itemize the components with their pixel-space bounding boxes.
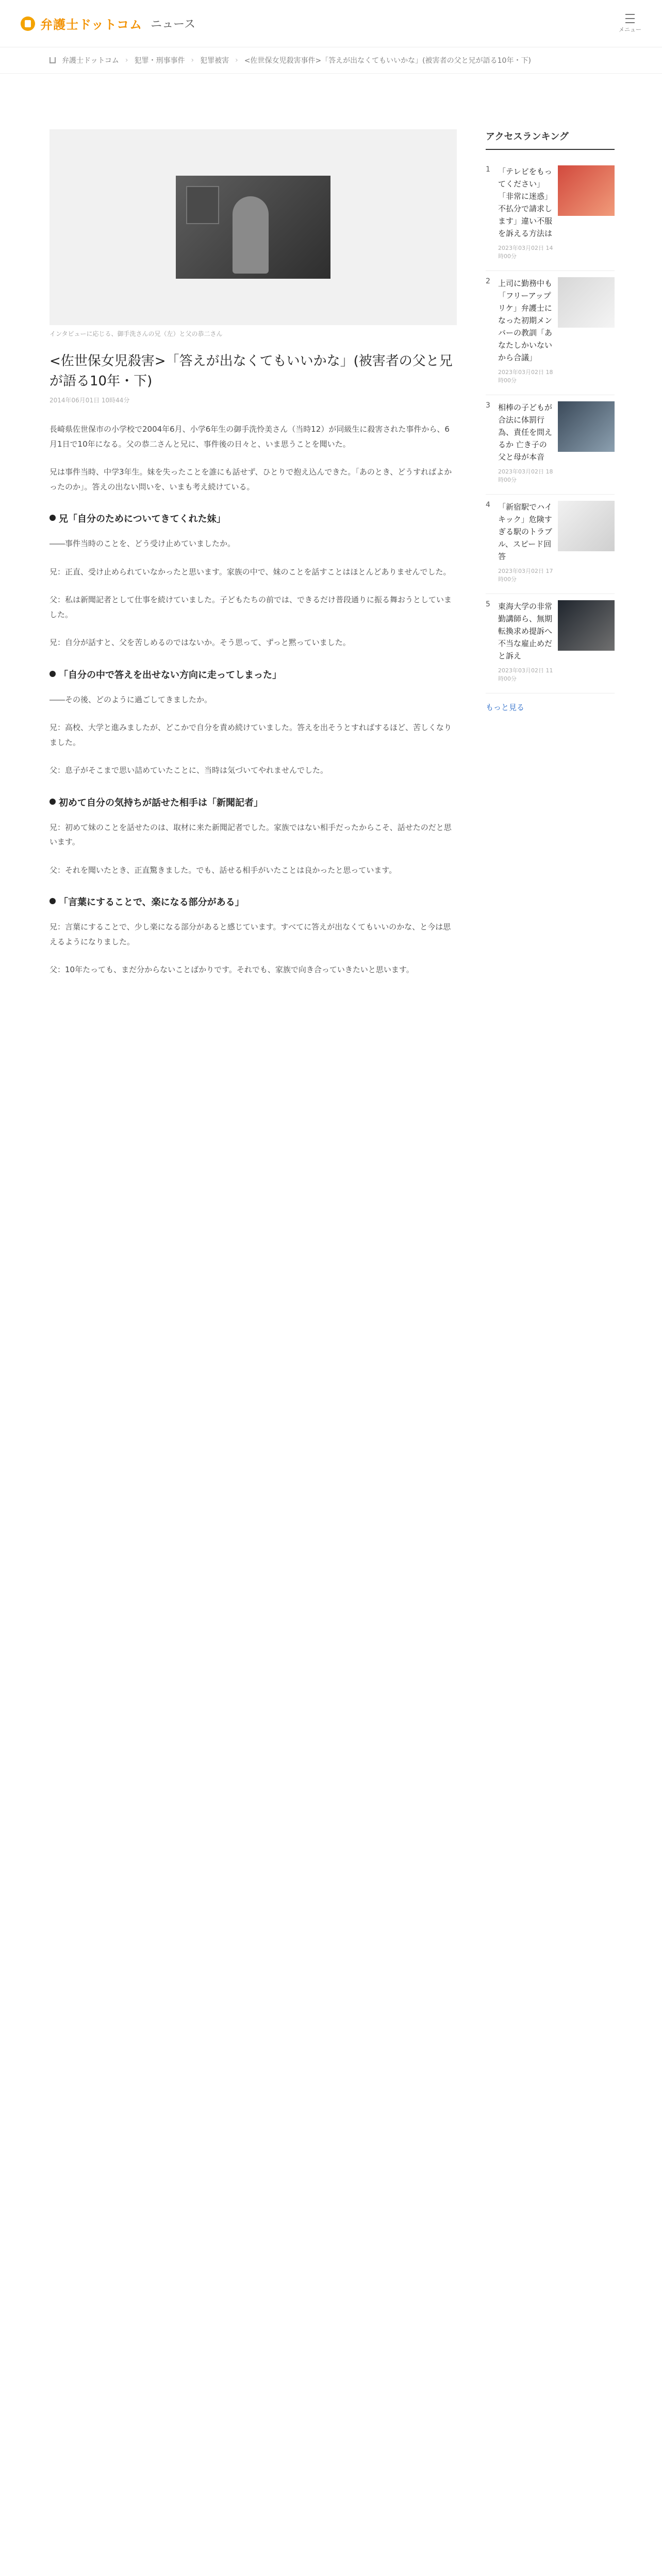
article-paragraph: 兄：高校、大学と進みましたが、どこかで自分を責め続けていました。答えを出そうとすればするほど、苦しくなりました。 (49, 723, 452, 747)
ranking-item-body (498, 600, 554, 683)
rank-number: 3 (486, 401, 490, 410)
photo-caption: インタビューに応じる、御手洗さんの兄（左）と父の恭二さん (49, 330, 223, 337)
breadcrumb-item[interactable]: 弁護士ドットコム (62, 57, 119, 65)
article-paragraph: 父：10年たっても、まだ分からないことばかりです。それでも、家族で向き合っていきたいと思います。 (49, 965, 414, 974)
ranking-item-date: 2023年03月02日 14時00分 (498, 245, 553, 260)
section-heading (49, 895, 457, 908)
breadcrumb-item[interactable]: 犯罪・刑事事件 (134, 57, 185, 65)
ranking-thumbnail (558, 277, 615, 328)
ranking-item[interactable] (486, 495, 615, 594)
section-heading-text: 兄「自分のためについてきてくれた妹」 (59, 514, 226, 524)
ranking-item[interactable] (486, 395, 615, 495)
ranking-item-date: 2023年03月02日 11時00分 (498, 667, 553, 682)
hamburger-icon (625, 14, 635, 23)
article-title: <佐世保女児殺害>「答えが出なくてもいいかな」(被害者の父と兄が語る10年・下) (49, 353, 453, 389)
breadcrumb-separator: › (235, 56, 238, 64)
ranking-item-title: 「新宿駅でハイキック」危険すぎる駅のトラブル、スピード回答 (498, 502, 553, 561)
article-paragraph: ――その後、どのように過ごしてきましたか。 (49, 694, 212, 704)
ranking-item-title: 「テレビをもってください」「非常に迷惑」不払分で請求します」違い不服を訴える方法は (498, 167, 553, 238)
ranking-item-body (498, 165, 554, 260)
article-paragraph: 兄：自分が話すと、父を苦しめるのではないか。そう思って、ずっと黙っていました。 (49, 638, 351, 647)
ranking-item-body (498, 501, 554, 583)
section-heading (49, 512, 457, 525)
site-logo[interactable] (21, 14, 195, 32)
ranking-item-date: 2023年03月02日 18時00分 (498, 468, 553, 483)
rank-number: 5 (486, 600, 490, 608)
ranking-thumbnail (558, 501, 615, 551)
article (49, 129, 457, 991)
article-date: 2014年06月01日 10時44分 (49, 397, 130, 404)
ranking-more-link[interactable]: もっと見る (486, 703, 525, 712)
logo-icon (21, 16, 35, 31)
ranking-item-date: 2023年03月02日 18時00分 (498, 369, 553, 384)
section-heading-text: 初めて自分の気持ちが話せた相手は「新聞記者」 (59, 797, 263, 808)
ranking-item-title: 上司に勤務中も「フリーアップリケ」弁護士になった初期メンバーの教訓「あなたしかいないから合議」 (498, 279, 553, 362)
ranking-thumbnail (558, 165, 615, 216)
bullet-icon (49, 671, 56, 677)
bullet-icon (49, 515, 56, 521)
article-paragraph: ――事件当時のことを、どう受け止めていましたか。 (49, 539, 236, 548)
article-paragraph: 兄：初めて妹のことを話せたのは、取材に来た新聞記者でした。家族ではない相手だったからこそ、話せたのだと思います。 (49, 822, 452, 846)
section-heading (49, 795, 457, 809)
article-paragraph: 兄：正直、受け止められていなかったと思います。家族の中で、妹のことを話すことはほとんどありませんでした。 (49, 567, 451, 577)
access-ranking (486, 129, 615, 991)
bullet-icon (49, 799, 56, 805)
rank-number: 4 (486, 501, 490, 509)
article-paragraph: 父：それを聞いたとき、正直驚きました。でも、話せる相手がいたことは良かったと思っています。 (49, 865, 397, 875)
breadcrumb-separator: › (125, 56, 128, 64)
article-paragraph: 長崎県佐世保市の小学校で2004年6月、小学6年生の御手洗怜美さん（当時12）が同級生に殺害された事件から、6月1日で10年になる。父の恭二さんと兄に、事件後の日々と、いま思うことを聞いた。 (49, 425, 450, 449)
home-icon (49, 57, 56, 63)
menu-button[interactable] (619, 14, 641, 33)
section-heading-text: 「自分の中で答えを出せない方向に走ってしまった」 (59, 669, 282, 681)
article-paragraph: 父：息子がそこまで思い詰めていたことに、当時は気づいてやれませんでした。 (49, 766, 328, 775)
section-name: ニュース (151, 18, 195, 31)
section-heading-text: 「言葉にすることで、楽になる部分がある」 (59, 897, 244, 908)
breadcrumb (0, 47, 662, 74)
article-photo-frame (49, 129, 457, 325)
logo-text: 弁護士ドットコム (40, 18, 143, 32)
rank-number: 1 (486, 165, 490, 174)
article-paragraph: 父：私は新聞記者として仕事を続けていました。子どもたちの前では、できるだけ普段通りに振る舞おうとしていました。 (49, 595, 452, 619)
ranking-item[interactable] (486, 594, 615, 693)
article-photo (176, 176, 330, 279)
page-body (0, 129, 662, 991)
ranking-item[interactable] (486, 159, 615, 271)
rank-number: 2 (486, 277, 490, 285)
ranking-item-body (498, 277, 554, 384)
ranking-item-date: 2023年03月02日 17時00分 (498, 568, 553, 583)
ranking-item-title: 東海大学の非常勤講師ら、無期転換求め提訴へ 不当な雇止めだと訴え (498, 602, 553, 660)
bullet-icon (49, 898, 56, 904)
section-heading (49, 668, 457, 681)
ranking-item-title: 相棒の子どもが合法に体罰行為、責任を問えるか 亡き子の父と母が本音 (498, 403, 553, 462)
ranking-item[interactable] (486, 271, 615, 395)
menu-label: メニュー (619, 26, 641, 33)
article-paragraph: 兄は事件当時、中学3年生。妹を失ったことを誰にも話せず、ひとりで抱え込んできた。「あのとき、どうすればよかったのか」。答えの出ない問いを、いまも考え続けている。 (49, 467, 452, 492)
ranking-thumbnail (558, 600, 615, 651)
article-paragraph: 兄：言葉にすることで、少し楽になる部分があると感じています。すべてに答えが出なくてもいいのかな、と今は思えるようになりました。 (49, 922, 451, 946)
ranking-item-body (498, 401, 554, 484)
breadcrumb-separator: › (191, 56, 194, 64)
ranking-title: アクセスランキング (486, 129, 615, 150)
breadcrumb-current: <佐世保女児殺害事件>「答えが出なくてもいいかな」(被害者の父と兄が語る10年・下) (244, 57, 531, 65)
breadcrumb-item[interactable]: 犯罪被害 (200, 57, 229, 65)
ranking-thumbnail (558, 401, 615, 452)
site-header (0, 0, 662, 47)
